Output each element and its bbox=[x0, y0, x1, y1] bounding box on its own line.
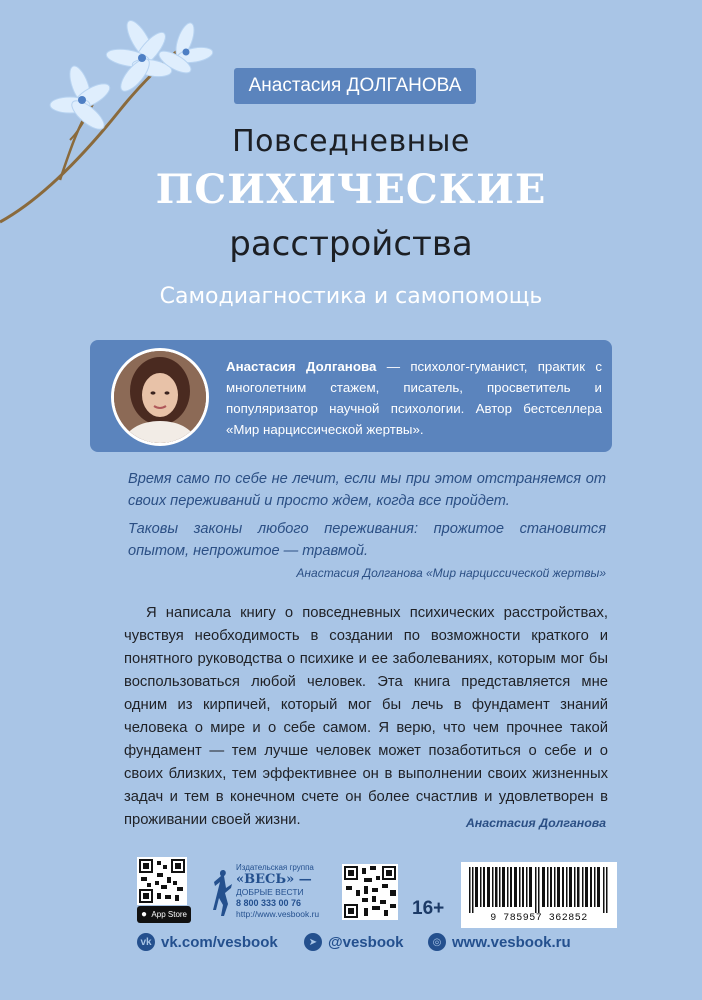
publisher-logo-icon bbox=[212, 866, 234, 918]
title-line-2: ПСИХИЧЕСКИЕ bbox=[155, 166, 547, 213]
age-rating: 16+ bbox=[412, 898, 445, 919]
website-link[interactable] bbox=[428, 930, 571, 954]
telegram-link[interactable] bbox=[304, 930, 403, 954]
author-name-badge: Анастасия ДОЛГАНОВА bbox=[234, 68, 476, 104]
site-qr-code[interactable] bbox=[342, 864, 398, 920]
quote-paragraph-2: Таковы законы любого переживания: прожитое становится опытом, непрожитое — травмой. bbox=[128, 521, 606, 559]
book-subtitle: Самодиагностика и самопомощь bbox=[159, 284, 543, 309]
author-bio-text bbox=[226, 356, 602, 440]
isbn-barcode bbox=[461, 862, 617, 928]
publisher-url[interactable]: http://www.vesbook.ru bbox=[236, 909, 320, 919]
apple-icon: ● bbox=[141, 909, 148, 920]
annotation-text bbox=[124, 602, 608, 832]
vk-icon: vk bbox=[137, 933, 155, 951]
website-link-label: www.vesbook.ru bbox=[452, 933, 571, 951]
vk-link-label: vk.com/vesbook bbox=[161, 933, 278, 951]
annotation-signature: Анастасия Долганова bbox=[465, 816, 606, 830]
bio-description: — психолог-гуманист, практик с многолетним стажем, писатель, просветитель и популяризатор научной психологии. Автор бестселлера «Мир нарциссической жертвы». bbox=[226, 359, 602, 437]
app-qr-code[interactable] bbox=[137, 857, 187, 905]
telegram-icon: ➤ bbox=[304, 933, 322, 951]
title-line-1: Повседневные bbox=[232, 124, 470, 159]
bio-author-name: Анастасия Долганова bbox=[226, 359, 377, 374]
globe-icon: ◎ bbox=[428, 933, 446, 951]
quote-source: Анастасия Долганова «Мир нарциссической жертвы» bbox=[296, 566, 606, 580]
quote-paragraph-1: Время само по себе не лечит, если мы при этом отстраняемся от своих переживаний и просто ждем, когда все пройдет. bbox=[128, 471, 606, 509]
barcode-bars bbox=[469, 867, 609, 913]
appstore-label: App Store bbox=[151, 910, 187, 919]
vk-link[interactable] bbox=[137, 930, 278, 954]
publisher-phone: 8 800 333 00 76 bbox=[236, 898, 302, 908]
author-photo bbox=[111, 348, 209, 446]
annotation-paragraph: Я написала книгу о повседневных психических расстройствах, чувствуя необходимость в создании по возможности краткого и понятного руководства о психике и ее заболеваниях, которым мог бы воспользоваться любой человек. Эта книга представляется мне одним из кирпичей, который мог бы лечь в фундамент знаний человека о мире и о себе самом. Я верю, что чем прочнее такой фундамент — тем лучше человек может позаботиться о себе и о своих близких, тем эффективнее он в выполнении своих жизненных задач и тем в конечном счете он более счастлив и удовлетворен в проживании своей жизни. bbox=[124, 605, 608, 828]
publisher-name: «ВЕСЬ» — bbox=[236, 872, 312, 887]
title-line-3: расстройства bbox=[229, 224, 473, 264]
publisher-group-label: Издательская группа bbox=[236, 863, 314, 872]
publisher-slogan: ДОБРЫЕ ВЕСТИ bbox=[236, 887, 304, 897]
appstore-badge[interactable] bbox=[137, 906, 191, 923]
telegram-link-label: @vesbook bbox=[328, 933, 404, 951]
isbn-number: 9 785957 362852 bbox=[490, 913, 588, 924]
